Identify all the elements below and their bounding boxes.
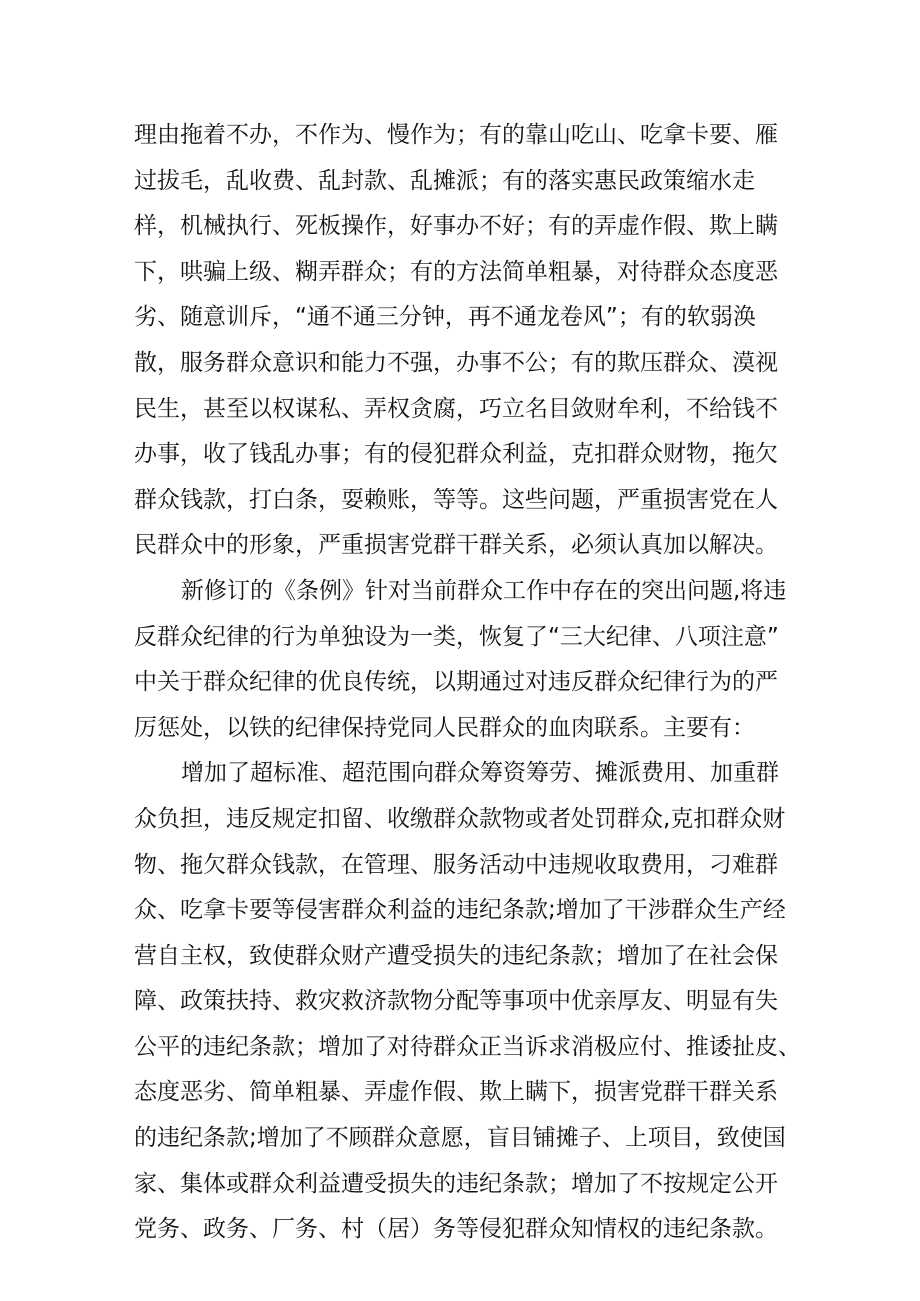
text-line: 党务、政务、厂务、村（居）务等侵犯群众知情权的违纪条款。 bbox=[134, 1216, 778, 1243]
text-line: 理由拖着不办，不作为、慢作为；有的靠山吃山、吃拿卡要、雁 bbox=[134, 122, 778, 148]
text-line: 中关于群众纪律的优良传统，以期通过对违反群众纪律行为的严 bbox=[134, 669, 778, 696]
paragraph-first-line: 新修订的《条例》针对当前群众工作中存在的突出问题,将违 bbox=[181, 577, 787, 604]
text-line: 群众钱款，打白条，耍赖账，等等。这些问题，严重损害党在人 bbox=[134, 486, 778, 513]
body-text bbox=[134, 113, 801, 1253]
text-line: 家、集体或群众利益遭受损失的违纪条款；增加了不按规定公开 bbox=[134, 1170, 778, 1197]
text-line: 办事，收了钱乱办事；有的侵犯群众利益，克扣群众财物，拖欠 bbox=[134, 441, 778, 468]
text-line: 众负担，违反规定扣留、收缴群众款物或者处罚群众,克扣群众财 bbox=[134, 805, 786, 832]
text-line: 散，服务群众意识和能力不强，办事不公；有的欺压群众、漠视 bbox=[134, 349, 778, 376]
paragraph-first-line: 增加了超标准、超范围向群众筹资筹劳、摊派费用、加重群 bbox=[181, 760, 779, 787]
text-line: 的违纪条款;增加了不顾群众意愿，盲目铺摊子、上项目，致使国 bbox=[134, 1125, 786, 1152]
text-line: 过拔毛，乱收费、乱封款、乱摊派；有的落实惠民政策缩水走 bbox=[134, 167, 755, 194]
text-line: 众、吃拿卡要等侵害群众利益的违纪条款;增加了干涉群众生产经 bbox=[134, 897, 786, 924]
text-line: 反群众纪律的行为单独设为一类，恢复了“三大纪律、八项注意” bbox=[134, 623, 779, 650]
text-line: 营自主权，致使群众财产遭受损失的违纪条款；增加了在社会保 bbox=[134, 942, 778, 969]
text-line: 下，哄骗上级、糊弄群众；有的方法简单粗暴，对待群众态度恶 bbox=[134, 258, 778, 285]
text-line: 物、拖欠群众钱款，在管理、服务活动中违规收取费用，刁难群 bbox=[134, 851, 778, 878]
text-line: 态度恶劣、简单粗暴、弄虚作假、欺上瞒下，损害党群干群关系 bbox=[134, 1079, 778, 1106]
text-line: 民群众中的形象，严重损害党群干群关系，必须认真加以解决。 bbox=[134, 532, 778, 559]
text-line: 厉惩处，以铁的纪律保持党同人民群众的血肉联系。主要有： bbox=[134, 714, 755, 741]
text-line: 公平的违纪条款；增加了对待群众正当诉求消极应付、推诿扯皮、 bbox=[134, 1033, 801, 1060]
text-line: 劣、随意训斥，“通不通三分钟，再不通龙卷风”；有的软弱涣 bbox=[134, 304, 756, 331]
text-line: 民生，甚至以权谋私、弄权贪腐，巧立名目敛财牟利，不给钱不 bbox=[134, 395, 778, 422]
text-line: 样，机械执行、死板操作，好事办不好；有的弄虚作假、欺上瞒 bbox=[134, 213, 778, 240]
text-line: 障、政策扶持、救灾救济款物分配等事项中优亲厚友、明显有失 bbox=[134, 988, 778, 1015]
